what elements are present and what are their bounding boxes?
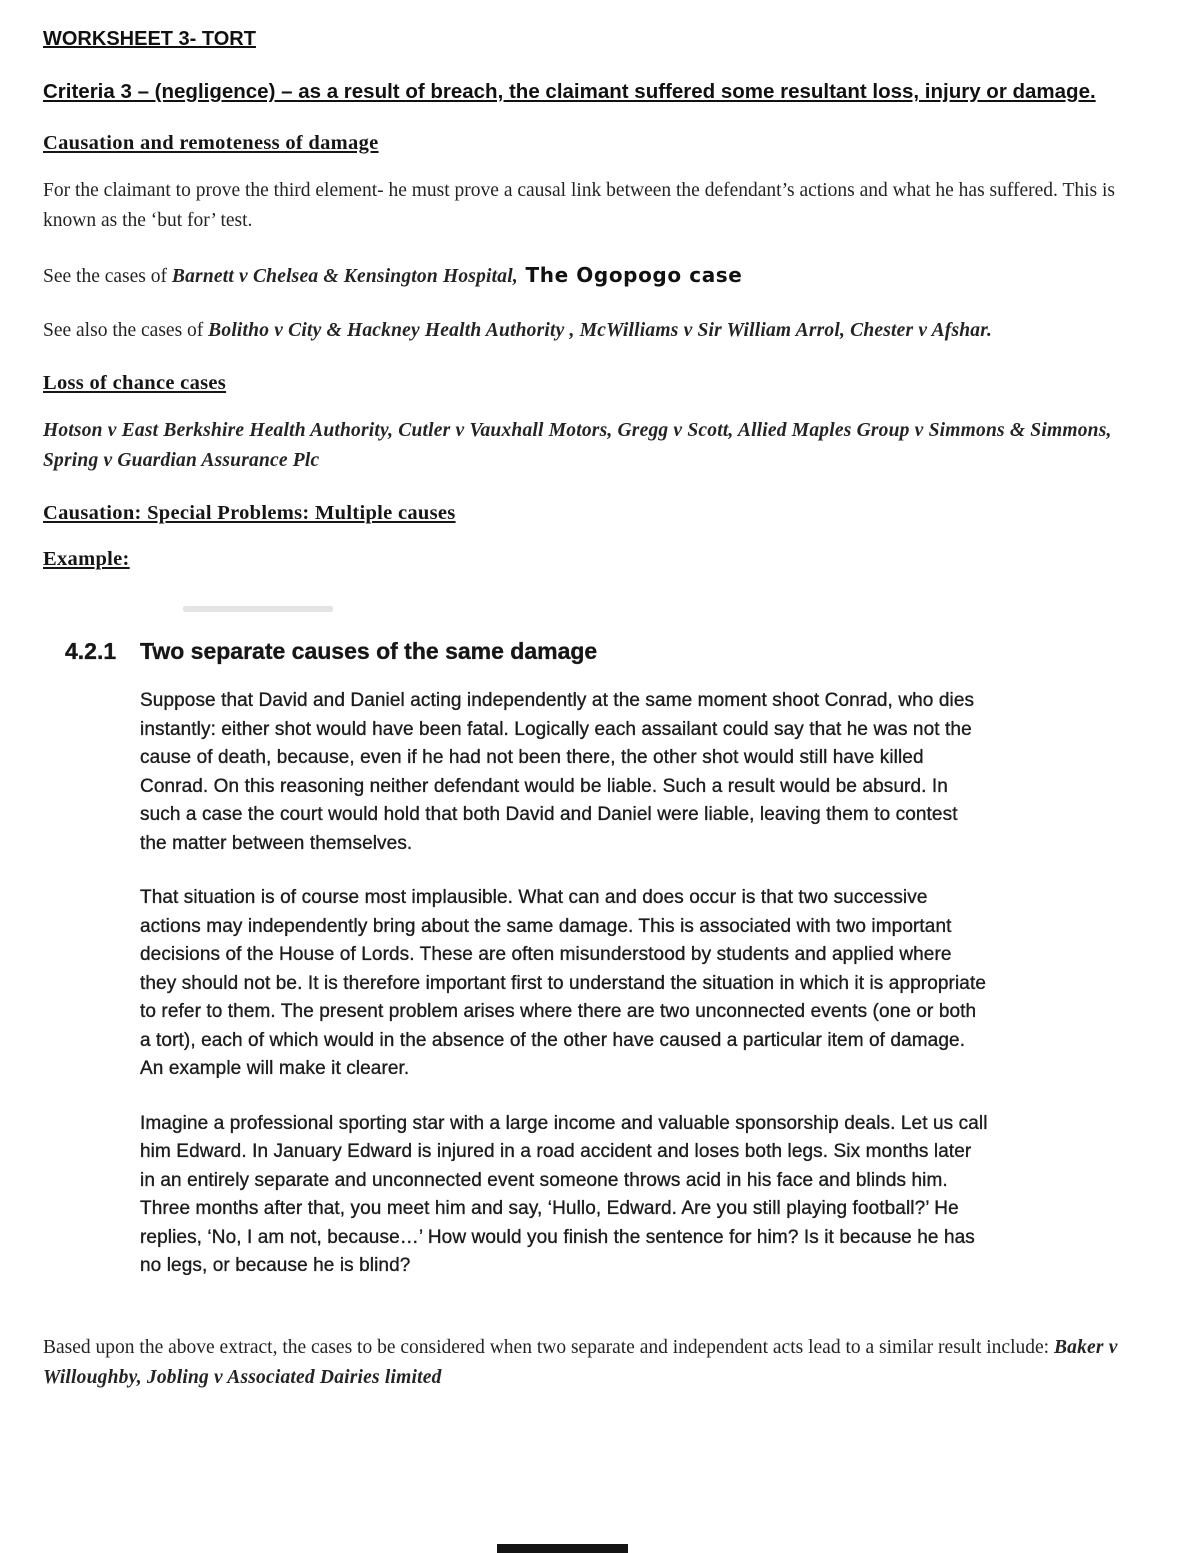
footer-artifact (497, 1544, 628, 1553)
see-also-prefix: See also the cases of (43, 320, 209, 341)
section-heading-loss-of-chance: Loss of chance cases (43, 372, 227, 394)
paragraph-loss-of-chance-cases: Hotson v East Berkshire Health Authority, Cutler v Vauxhall Motors, Gregg v Scott, Allied Maples Group v Simmons & Simmons, Spring v Guardian Assurance Plc (43, 420, 1112, 471)
paragraph-closing (43, 1333, 1154, 1393)
excerpt-heading (65, 638, 1154, 665)
excerpt-paragraph-3: Imagine a professional sporting star with a large income and valuable sponsorship deals. Let us call him Edward. In January Edward is injured in a road accident and loses both legs. Six months later in an entirely separate and unconnected event someone throws acid in his face and blinds him. Three months after that, you meet him and say, ‘Hullo, Edward. Are you still playing football?’ He replies, ‘No, I am not, because…’ How would you finish the sentence for him? Is it because he has no legs, or because he is blind? (140, 1112, 988, 1276)
case-citation-baker-jobling: Baker v Willoughby, Jobling v Associated Dairies limited (43, 1336, 1118, 1388)
case-citation-barnett: Barnett v Chelsea & Kensington Hospital, (171, 266, 518, 287)
section-heading-example: Example: (43, 548, 130, 570)
paragraph-but-for: For the claimant to prove the third element- he must prove a causal link between the defendant’s actions and what he has suffered. This is known as the ‘but for’ test. (43, 180, 1116, 231)
criteria-heading: Criteria 3 – (negligence) – as a result of breach, the claimant suffered some resultant loss, injury or damage. (43, 80, 1096, 103)
case-citation-bolitho: Bolitho v City & Hackney Health Authority , McWilliams v Sir William Arrol, Chester v Afshar. (208, 320, 993, 341)
case-citation-ogopogo: The Ogopogo case (517, 263, 743, 287)
excerpt-section-number: 4.2.1 (65, 638, 117, 664)
paragraph-see-also (43, 316, 1154, 346)
excerpt-section-title: Two separate causes of the same damage (140, 638, 598, 664)
section-heading-causation: Causation and remoteness of damage (43, 132, 379, 154)
excerpt-paragraph-2: That situation is of course most implausible. What can and does occur is that two successive actions may independently bring about the same damage. This is associated with two important decisions of the House of Lords. These are often misunderstood by students and applied where they should not be. It is therefore important first to understand the situation in which it is appropriate to refer to them. The present problem arises where there are two unconnected events (one or both a tort), each of which would in the absence of the other have caused a particular item of damage. An example will make it clearer. (140, 887, 987, 1079)
scan-artifact (183, 606, 333, 612)
paragraph-see-cases (43, 260, 1154, 292)
section-heading-multiple-causes: Causation: Special Problems: Multiple causes (43, 502, 456, 524)
see-cases-prefix: See the cases of (43, 266, 172, 287)
page-title: WORKSHEET 3- TORT (43, 28, 256, 50)
textbook-excerpt (65, 638, 1154, 1281)
closing-prefix: Based upon the above extract, the cases to be considered when two separate and independent acts lead to a similar result include: (43, 1336, 1054, 1358)
excerpt-paragraph-1: Suppose that David and Daniel acting independently at the same moment shoot Conrad, who dies instantly: either shot would have been fatal. Logically each assailant could say that he was not the cause of death, because, even if he had not been there, the other shot would still have killed Conrad. On this reasoning neither defendant would be liable. Such a result would be absurd. In such a case the court would hold that both David and Daniel were liable, leaving them to contest the matter between themselves. (140, 690, 975, 854)
excerpt-body (140, 687, 988, 1281)
